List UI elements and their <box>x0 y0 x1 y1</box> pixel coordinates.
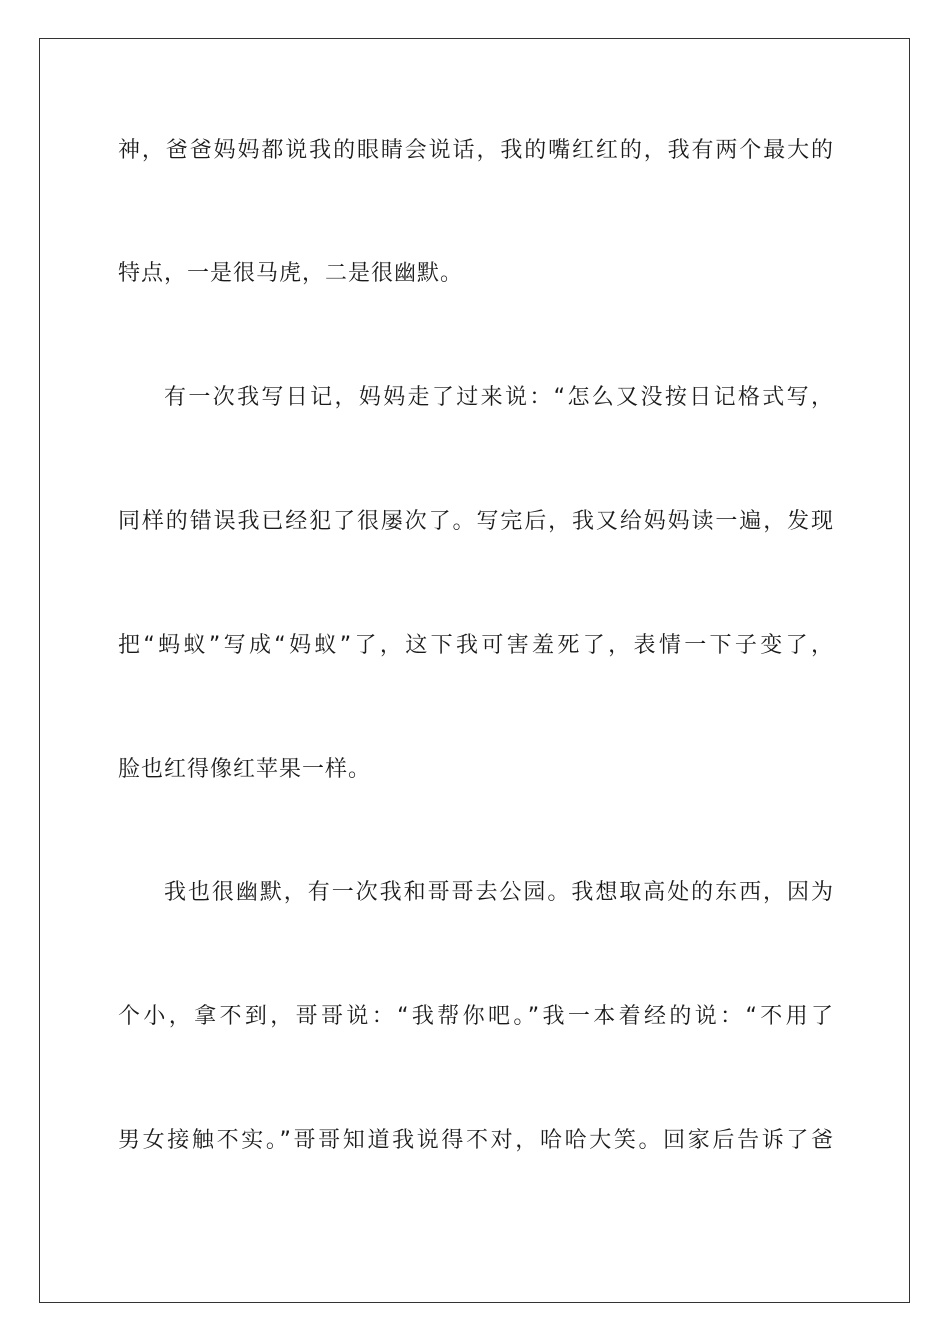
paragraph-line: 有一次我写日记，妈妈走了过来说：“怎么又没按日记格式写， <box>164 385 834 410</box>
paragraph-line: 神，爸爸妈妈都说我的眼睛会说话，我的嘴红红的，我有两个最大的 <box>118 138 834 163</box>
paragraph-line: 个小，拿不到，哥哥说：“我帮你吧。”我一本着经的说：“不用了 <box>118 1004 834 1029</box>
paragraph-line: 我也很幽默，有一次我和哥哥去公园。我想取高处的东西，因为 <box>164 880 834 905</box>
paragraph-line: 把“蚂蚁”写成“妈蚁”了，这下我可害羞死了，表情一下子变了， <box>118 633 834 658</box>
page-frame <box>39 38 910 1303</box>
paragraph-line: 同样的错误我已经犯了很屡次了。写完后，我又给妈妈读一遍，发现 <box>118 509 834 534</box>
paragraph-line: 脸也红得像红苹果一样。 <box>118 757 372 782</box>
paragraph-line: 男女接触不实。”哥哥知道我说得不对，哈哈大笑。回家后告诉了爸 <box>118 1128 834 1153</box>
paragraph-line: 特点，一是很马虎，二是很幽默。 <box>118 261 464 286</box>
